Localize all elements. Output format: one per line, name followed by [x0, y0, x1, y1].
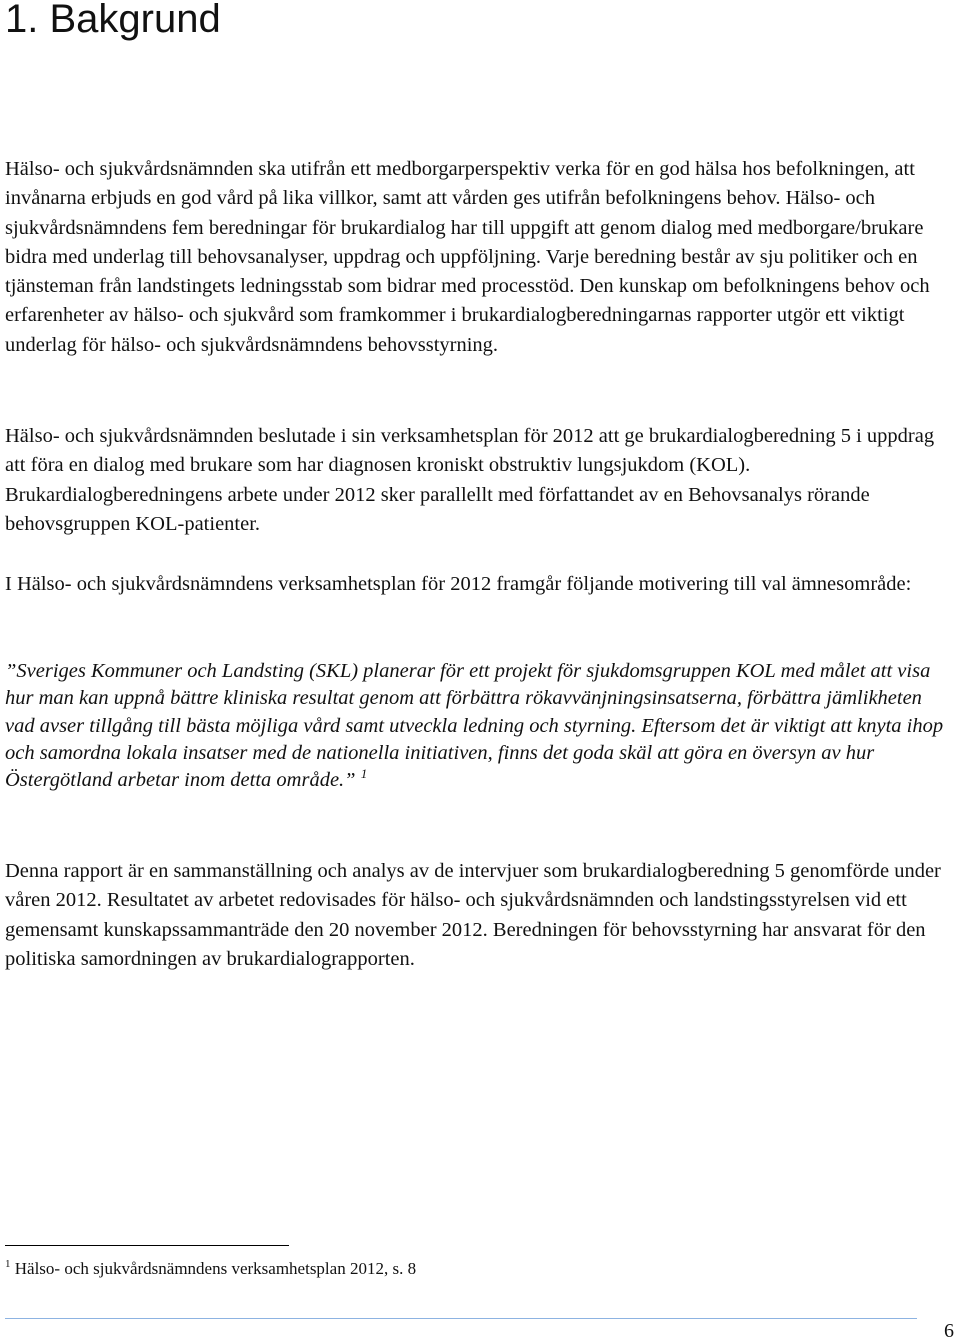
page-heading: 1. Bakgrund — [5, 0, 221, 41]
paragraph-motivation-intro: I Hälso- och sjukvårdsnämndens verksamhetsplan för 2012 framgår följande motivering till val ämnesområde: — [5, 573, 912, 595]
paragraph-intro: Hälso- och sjukvårdsnämnden ska utifrån ett medborgarperspektiv verka för en god hälsa hos befolkningen, att invånarna erbjuds en god vård på lika villkor, samt att vården ges utifrån befolkningens behov. Hälso- och sjukvårdsnämndens fem beredningar för brukardialog har till uppgift att genom dialog med medborgare/brukare bidra med underlag till behovsanalyser, uppdrag och uppföljning. Varje beredning består av sju politiker och en tjänsteman från landstingets ledningsstab som bidrar med processtöd. Den kunskap om befolkningens behov och erfarenheter av hälso- och sjukvård som framkommer i brukardialogberedningarnas rapporter utgör ett viktigt underlag för hälso- och sjukvårdsnämndens behovsstyrning. — [5, 158, 930, 356]
quote-block — [5, 658, 955, 794]
footnote — [5, 1256, 416, 1282]
footnote-reference: 1 — [360, 766, 368, 782]
footnote-separator — [5, 1245, 289, 1246]
page-number: 6 — [944, 1320, 954, 1342]
paragraph-assignment: Hälso- och sjukvårdsnämnden beslutade i sin verksamhetsplan för 2012 att ge brukardialogberedning 5 i uppdrag att föra en dialog med brukare som har diagnosen kroniskt obstruktiv lungsjukdom (KOL). Brukardialogberedningens arbete under 2012 sker parallellt med författandet av en Behovsanalys rörande behovsgruppen KOL-patienter. — [5, 425, 935, 535]
footnote-text: Hälso- och sjukvårdsnämndens verksamhetsplan 2012, s. 8 — [14, 1259, 417, 1278]
paragraph-report-summary: Denna rapport är en sammanställning och analys av de intervjuer som brukardialogberedning 5 genomförde under våren 2012. Resultatet av arbetet redovisades för hälso- och sjukvårdsnämnden och landstingsstyrelsen vid ett gemensamt kunskapssammanträde den 20 november 2012. Beredningen för behovsstyrning har ansvarat för den politiska samordningen av brukardialograpporten. — [5, 860, 941, 970]
footnote-number: 1 — [5, 1258, 11, 1270]
quote-text: ”Sveriges Kommuner och Landsting (SKL) planerar för ett projekt för sjukdomsgruppen KOL med målet att visa hur man kan uppnå bättre kliniska resultat genom att förbättra rökavvänjningsinsatserna, förbättra jämlikheten vad avser tillgång till bästa möjliga vård samt utveckla ledning och styrning. Eftersom det är viktigt att knyta ihop och samordna lokala insatser med de nationella initiativen, finns det goda skäl att göra en översyn av hur Östergötland arbetar inom detta område.” — [5, 660, 944, 792]
page-footer-rule — [5, 1318, 917, 1319]
